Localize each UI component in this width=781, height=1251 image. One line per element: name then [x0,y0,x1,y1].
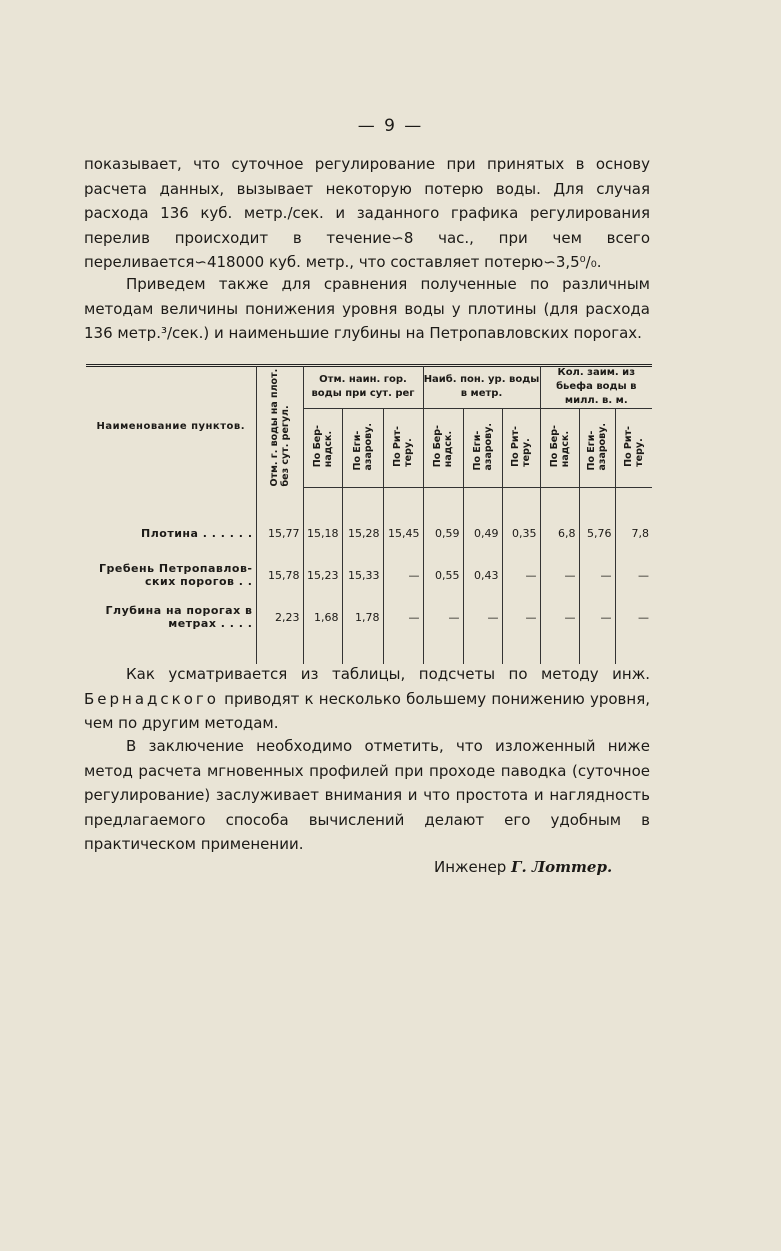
table-row: Глубина на порогах в метрах . . . . 2,23 1,68 1,78 — — — — — — — [86,596,652,638]
comparison-table [86,366,652,664]
table-subheader-egiazarov: По Еги- азарову. [463,409,502,488]
paragraph-2: Приведем также для сравнения полученные по различным методам величины понижения уровня воды у плотины (для расхода 136 метр.³/сек.) и наименьшие глубины на Петропавловских порогах. [84,275,650,342]
signature [434,858,612,876]
table-subheader-bernadsky: По Бер- надск. [303,409,342,488]
table-header-name: Наименование пунктов. [96,421,246,433]
table-subheader-ritter: По Рит- теру. [383,409,423,488]
paragraph-3: Как усматривается из таблицы, подсчеты по методу инж. Бернадского приводят к несколько большему понижению уровня, чем по другим методам. [84,665,650,732]
table-subheader-ritter: По Рит- теру. [502,409,540,488]
table-header-group-levels: Отм. наин. гор. воды при сут. рег [303,366,423,409]
table-header-no-regulation: Отм. г. воды на плот. без сут. регул. [256,366,303,488]
table-subheader-ritter: По Рит- теру. [615,409,652,488]
paragraph-4: В заключение необходимо отметить, что изложенный ниже метод расчета мгновенных профилей при проходе паводка (суточное регулирование) заслуживает внимания и что простота и наглядность предлагаемого способа вычислений делают его удобным в практическом применении. [84,737,650,853]
signature-role: Инженер [434,858,507,876]
signature-name: Г. Лоттер. [511,858,613,876]
table-subheader-egiazarov: По Еги- азарову. [579,409,615,488]
table-row: Плотина . . . . . . 15,77 15,18 15,28 15,45 0,59 0,49 0,35 6,8 5,76 7,8 [86,512,652,554]
author-name-spaced: Бернадского [84,689,219,708]
page-number: — 9 — [357,116,424,136]
table-subheader-egiazarov: По Еги- азарову. [342,409,383,488]
paragraph-1: показывает, что суточное регулирование при принятых в основу расчета данных, вызывает некоторую потерю воды. Для случая расхода 136 куб. метр./сек. и заданного графика регулирования перелив происходит в течение∽8 час., при чем всего переливается∽418000 куб. метр., что составляет потерю∽3,5⁰/₀. [84,155,650,271]
table-subheader-bernadsky: По Бер- надск. [540,409,579,488]
table-header-group-volume: Кол. заим. из бьефа воды в милл. в. м. [540,366,652,409]
table-subheader-bernadsky: По Бер- надск. [423,409,463,488]
table-row: Гребень Петропавлов-ских порогов . . 15,78 15,23 15,33 — 0,55 0,43 — — — — [86,554,652,596]
table-header-group-drop: Наиб. пон. ур. воды в метр. [423,366,540,409]
